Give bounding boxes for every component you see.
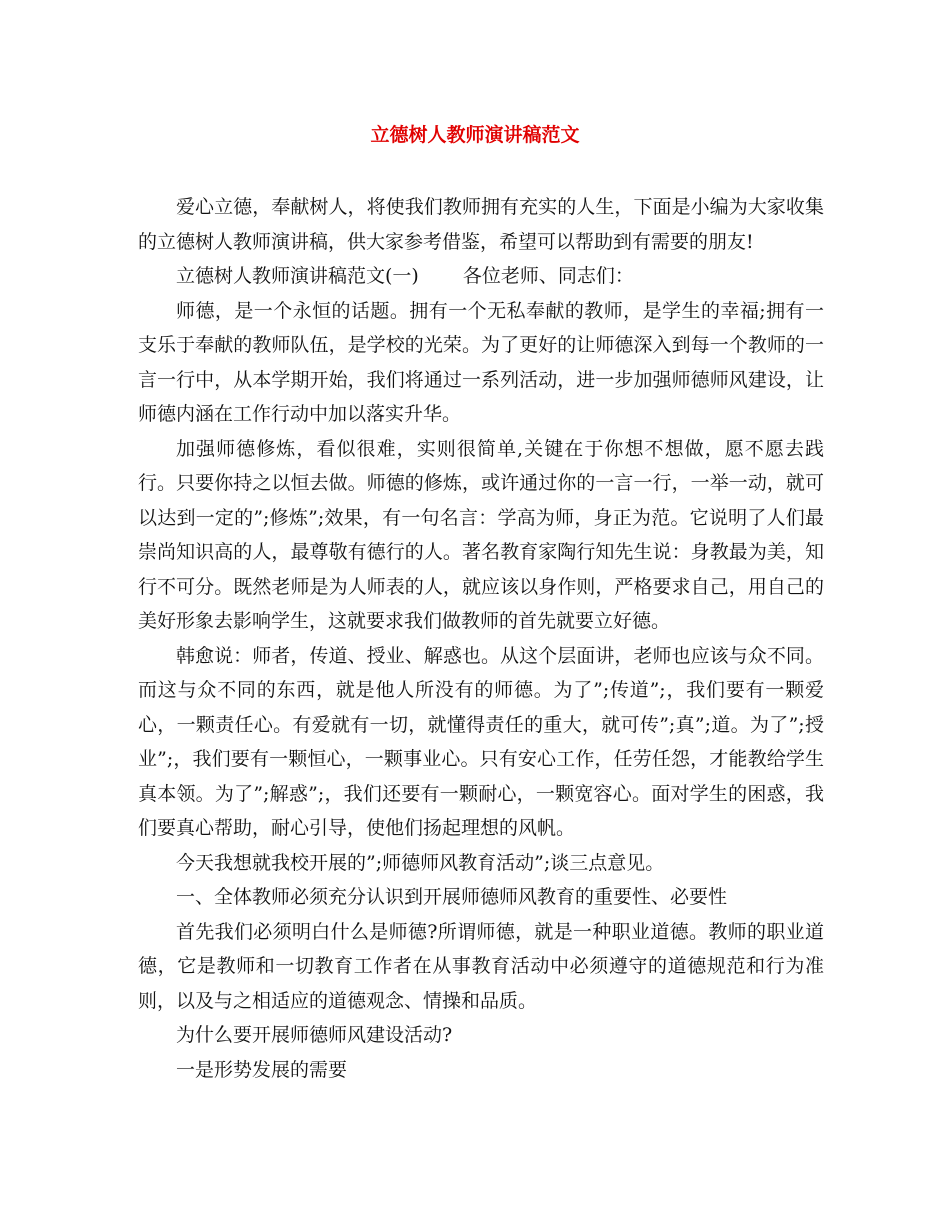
subheading-title: 立德树人教师演讲稿范文(一) [176, 265, 419, 287]
document-title: 立德树人教师演讲稿范文 [370, 124, 580, 146]
document-body [138, 190, 824, 1087]
paragraph-5: 一、全体教师必须充分认识到开展师德师风教育的重要性、必要性 [176, 886, 728, 908]
paragraph-8: 一是形势发展的需要 [176, 1058, 348, 1081]
paragraph-2: 加强师德修炼，看似很难，实则很简单,关键在于你想不想做，愿不愿去践行。只要你持之以恒去做。师德的修炼，或许通过你的一言一行，一举一动，就可以达到一定的”;修炼”;效果，有一句名言：学高为师，身正为范。它说明了人们最崇尚知识高的人，最尊敬有德行的人。著名教育家陶行知先生说：身教最为美，知行不可分。既然老师是为人师表的人，就应该以身作则，严格要求自己，用自己的美好形象去影响学生，这就要求我们做教师的首先就要立好德。 [138, 437, 824, 632]
paragraph-1: 师德，是一个永恒的话题。拥有一个无私奉献的教师，是学生的幸福;拥有一支乐于奉献的教师队伍，是学校的光荣。为了更好的让师德深入到每一个教师的一言一行中，从本学期开始，我们将通过一系列活动，进一步加强师德师风建设，让师德内涵在工作行动中加以落实升华。 [138, 299, 824, 425]
subheading-greeting: 各位老师、同志们： [462, 265, 634, 287]
paragraph-3: 韩愈说：师者，传道、授业、解惑也。从这个层面讲，老师也应该与众不同。而这与众不同的东西，就是他人所没有的师德。为了”;传道”;，我们要有一颗爱心，一颗责任心。有爱就有一切，就懂得责任的重大，就可传”;真”;道。为了”;授业”;，我们要有一颗恒心，一颗事业心。只有安心工作，任劳任怨，才能教给学生真本领。为了”;解惑”;，我们还要有一颗耐心，一颗宽容心。面对学生的困惑，我们要真心帮助，耐心引导，使他们扬起理想的风帆。 [138, 644, 824, 839]
paragraph-6: 首先我们必须明白什么是师德?所谓师德，就是一种职业道德。教师的职业道德，它是教师和一切教育工作者在从事教育活动中必须遵守的道德规范和行为准则，以及与之相适应的道德观念、情操和品质。 [138, 920, 824, 1012]
paragraph-subheading [138, 259, 824, 294]
paragraph-7: 为什么要开展师德师风建设活动? [176, 1024, 453, 1046]
paragraph-intro: 爱心立德，奉献树人，将使我们教师拥有充实的人生，下面是小编为大家收集的立德树人教师演讲稿，供大家参考借鉴，希望可以帮助到有需要的朋友! [138, 196, 824, 253]
paragraph-4: 今天我想就我校开展的”;师德师风教育活动”;谈三点意见。 [176, 851, 665, 874]
